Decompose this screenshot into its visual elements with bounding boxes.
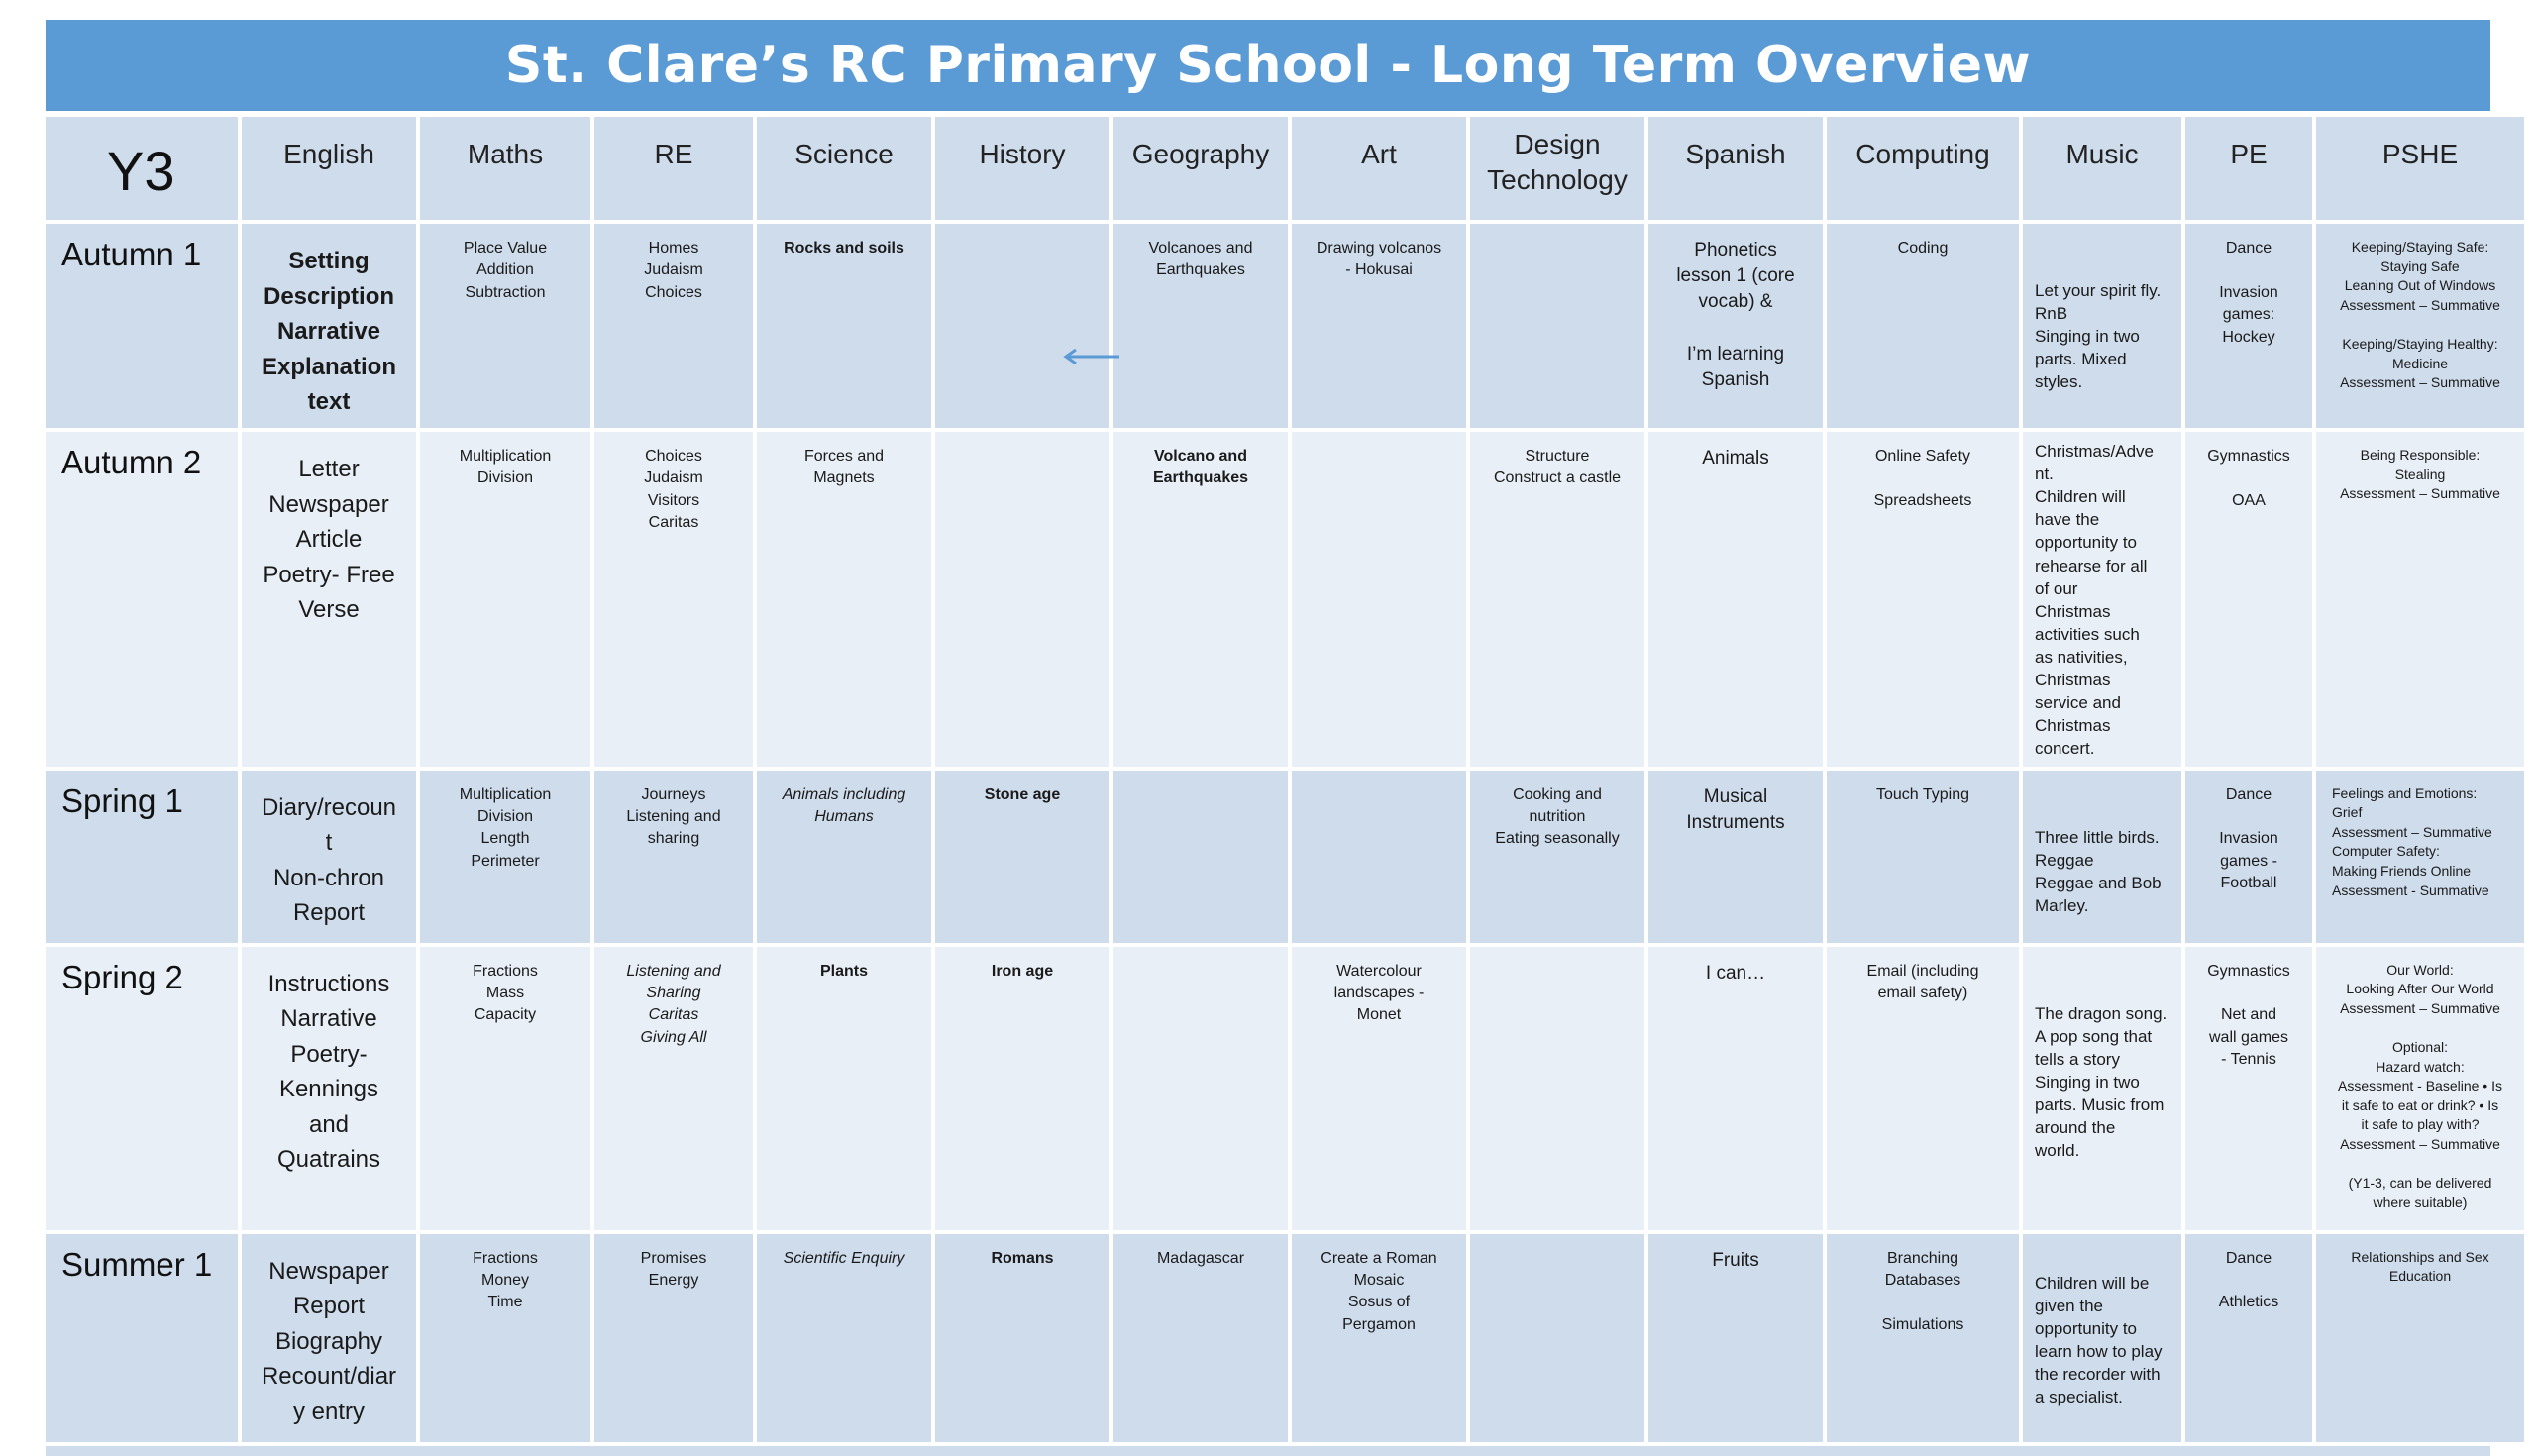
art-cell <box>1292 1234 1466 1442</box>
dt-cell <box>1470 1234 1644 1442</box>
pshe-cell <box>2316 771 2524 943</box>
computing-cell <box>1827 224 2019 428</box>
pshe-text: Feelings and Emotions: Grief Assessment – Summative Computer Safety: Making Friends Online Assessment - Summative <box>2332 784 2492 898</box>
maths-cell <box>420 1234 590 1442</box>
computing-text: Email (including email safety) <box>1866 962 1979 1001</box>
english-cell <box>242 432 416 767</box>
spanish-text: I can… <box>1705 962 1766 984</box>
science-text: Plants <box>819 962 868 980</box>
term-label: Spring 2 <box>61 958 183 995</box>
geography-text: Volcano and Earthquakes <box>1152 448 1249 487</box>
spanish-cell <box>1648 224 1823 428</box>
science-cell <box>757 1234 931 1442</box>
table-bottom-edge <box>46 1446 2490 1456</box>
dt-cell <box>1470 432 1644 767</box>
science-text: Forces and Magnets <box>803 448 885 487</box>
term-label: Summer 1 <box>61 1245 213 1283</box>
dt-cell <box>1470 947 1644 1230</box>
pe-cell <box>2185 432 2312 767</box>
geography-cell <box>1113 947 1288 1230</box>
science-cell <box>757 432 931 767</box>
music-text: Let your spirit fly. RnB Singing in two parts. Mixed styles. <box>2035 281 2162 392</box>
music-cell <box>2023 1234 2181 1442</box>
subject-header-art <box>1292 117 1466 220</box>
geography-text: Volcanoes and Earthquakes <box>1148 240 1253 279</box>
spanish-cell <box>1648 771 1823 943</box>
maths-text: Multiplication Division Length Perimeter <box>459 785 552 870</box>
history-cell <box>935 1234 1110 1442</box>
history-text: Iron age <box>991 962 1054 980</box>
english-text: Newspaper Report Biography Recount/diar y entry <box>261 1257 397 1425</box>
computing-text: Coding <box>1897 240 1949 257</box>
english-text: Instructions Narrative Poetry- Kennings and Quatrains <box>267 970 390 1174</box>
subject-header-computing <box>1827 117 2019 220</box>
computing-text: Online Safety Spreadsheets <box>1873 448 1972 509</box>
page-title: St. Clare’s RC Primary School - Long Term Overview <box>46 20 2490 111</box>
subject-header-history <box>935 117 1110 220</box>
art-text <box>1292 771 1466 790</box>
science-cell <box>757 947 931 1230</box>
term-label: Spring 1 <box>61 781 183 819</box>
art-text <box>1292 432 1466 452</box>
spanish-text: Animals <box>1702 448 1769 468</box>
overview-table <box>42 113 2528 1446</box>
art-text: Drawing volcanos - Hokusai <box>1316 240 1442 279</box>
term-cell <box>46 224 238 428</box>
history-text: Stone age <box>984 785 1061 803</box>
term-row-spring-2 <box>46 947 2524 1230</box>
re-text: Promises Energy <box>640 1249 707 1289</box>
year-label: Y3 <box>107 140 175 202</box>
geography-text: Madagascar <box>1156 1249 1245 1267</box>
subject-label: RE <box>654 139 693 169</box>
spanish-cell <box>1648 947 1823 1230</box>
music-cell <box>2023 432 2181 767</box>
spanish-cell <box>1648 1234 1823 1442</box>
re-text: Journeys Listening and sharing <box>626 785 721 848</box>
history-cell <box>935 771 1110 943</box>
art-text: Create a Roman Mosaic Sosus of Pergamon <box>1321 1249 1437 1333</box>
subject-header-re <box>594 117 753 220</box>
maths-text: Fractions Mass Capacity <box>473 962 538 1024</box>
re-cell <box>594 224 753 428</box>
history-cell <box>935 947 1110 1230</box>
spanish-text: Musical Instruments <box>1686 785 1785 833</box>
english-text: Letter Newspaper Article Poetry- Free Verse <box>263 456 395 624</box>
history-text <box>935 432 1110 452</box>
subject-header-maths <box>420 117 590 220</box>
art-text: Watercolour landscapes - Monet <box>1333 962 1425 1024</box>
term-row-summer-1 <box>46 1234 2524 1442</box>
pe-text: Dance Athletics <box>2218 1249 2279 1311</box>
music-cell <box>2023 771 2181 943</box>
subject-header-pshe <box>2316 117 2524 220</box>
computing-cell <box>1827 1234 2019 1442</box>
art-cell <box>1292 224 1466 428</box>
subject-label: Maths <box>467 139 544 169</box>
geography-cell <box>1113 432 1288 767</box>
subject-label: Geography <box>1131 139 1270 169</box>
geography-text <box>1113 771 1288 790</box>
maths-text: Multiplication Division <box>459 448 552 487</box>
pshe-cell <box>2316 432 2524 767</box>
left-arrow-icon <box>1062 349 1119 364</box>
music-text: The dragon song. A pop song that tells a story Singing in two parts. Music from around the world. <box>2035 1003 2167 1161</box>
spanish-text: Phonetics lesson 1 (core vocab) & I’m learning Spanish <box>1676 240 1795 391</box>
spanish-text: Fruits <box>1712 1249 1759 1271</box>
geography-text <box>1113 947 1288 967</box>
dt-cell <box>1470 771 1644 943</box>
music-text: Children will be given the opportunity to learn how to play the recorder with a specialist. <box>2035 1273 2163 1407</box>
pshe-cell <box>2316 947 2524 1230</box>
science-text: Animals including Humans <box>782 785 906 825</box>
english-cell <box>242 224 416 428</box>
subject-label: Science <box>794 139 894 169</box>
computing-cell <box>1827 947 2019 1230</box>
subject-label: PSHE <box>2381 139 2459 169</box>
pshe-cell <box>2316 224 2524 428</box>
spanish-cell <box>1648 432 1823 767</box>
year-cell <box>46 117 238 220</box>
re-cell <box>594 771 753 943</box>
english-cell <box>242 771 416 943</box>
re-text: Listening and Sharing Caritas Giving All <box>626 962 721 1046</box>
computing-cell <box>1827 432 2019 767</box>
maths-cell <box>420 432 590 767</box>
music-cell <box>2023 224 2181 428</box>
english-text: Diary/recoun t Non-chron Report <box>261 793 397 927</box>
history-cell <box>935 224 1110 428</box>
pshe-cell <box>2316 1234 2524 1442</box>
computing-text: Branching Databases Simulations <box>1881 1249 1964 1333</box>
subject-label: History <box>979 139 1066 169</box>
dt-text <box>1470 947 1644 967</box>
subject-label: PE <box>2230 139 2268 169</box>
maths-cell <box>420 947 590 1230</box>
maths-cell <box>420 224 590 428</box>
term-cell <box>46 1234 238 1442</box>
re-cell <box>594 432 753 767</box>
dt-text <box>1470 1234 1644 1254</box>
term-label: Autumn 1 <box>61 236 202 272</box>
subject-header-geography <box>1113 117 1288 220</box>
pshe-text: Relationships and Sex Education <box>2351 1248 2489 1285</box>
science-text: Scientific Enquiry <box>783 1249 905 1267</box>
subject-label: Art <box>1361 139 1397 169</box>
science-cell <box>757 771 931 943</box>
subject-label: Music <box>2065 139 2139 169</box>
science-cell <box>757 224 931 428</box>
long-term-overview-sheet <box>46 20 2502 1456</box>
pshe-text: Our World: Looking After Our World Assessment – Summative Optional: Hazard watch: Assessment - Baseline • Is it safe to eat or drink? • Is it safe to play with? Assessment – Summative (Y1-3, can be delivered where suitable) <box>2338 961 2502 1210</box>
pe-cell <box>2185 224 2312 428</box>
subject-label: English <box>283 139 374 169</box>
subject-header-row <box>46 117 2524 220</box>
term-cell <box>46 771 238 943</box>
music-text: Three little birds. Reggae Reggae and Bob Marley. <box>2035 827 2162 915</box>
pe-text: Dance Invasion games - Football <box>2219 785 2278 892</box>
maths-cell <box>420 771 590 943</box>
pe-cell <box>2185 771 2312 943</box>
maths-text: Place Value Addition Subtraction <box>463 240 548 301</box>
computing-text: Touch Typing <box>1876 785 1969 803</box>
art-cell <box>1292 771 1466 943</box>
term-cell <box>46 432 238 767</box>
subject-label: Design Technology <box>1487 129 1628 195</box>
subject-header-science <box>757 117 931 220</box>
re-text: Homes Judaism Choices <box>644 240 703 301</box>
english-cell <box>242 1234 416 1442</box>
pe-text: Dance Invasion games: Hockey <box>2219 240 2278 346</box>
subject-header-pe <box>2185 117 2312 220</box>
subject-header-spanish <box>1648 117 1823 220</box>
music-cell <box>2023 947 2181 1230</box>
subject-header-music <box>2023 117 2181 220</box>
geography-cell <box>1113 771 1288 943</box>
computing-cell <box>1827 771 2019 943</box>
art-cell <box>1292 432 1466 767</box>
geography-cell <box>1113 224 1288 428</box>
term-row-spring-1 <box>46 771 2524 943</box>
dt-text: Structure Construct a castle <box>1493 448 1622 487</box>
dt-text <box>1470 224 1644 244</box>
dt-cell <box>1470 224 1644 428</box>
re-cell <box>594 947 753 1230</box>
term-row-autumn-2 <box>46 432 2524 767</box>
term-label: Autumn 2 <box>61 444 202 480</box>
dt-text: Cooking and nutrition Eating seasonally <box>1495 785 1620 848</box>
term-row-autumn-1 <box>46 224 2524 428</box>
pe-cell <box>2185 947 2312 1230</box>
subject-label: Spanish <box>1685 139 1786 169</box>
subject-header-design-technology <box>1470 117 1644 220</box>
pe-text: Gymnastics OAA <box>2207 448 2290 509</box>
maths-text: Fractions Money Time <box>473 1249 538 1311</box>
geography-cell <box>1113 1234 1288 1442</box>
pe-cell <box>2185 1234 2312 1442</box>
subject-label: Computing <box>1855 139 1990 169</box>
science-text: Rocks and soils <box>784 240 904 257</box>
subject-header-english <box>242 117 416 220</box>
pshe-text: Keeping/Staying Safe: Staying Safe Leaning Out of Windows Assessment – Summative Keeping/Staying Healthy: Medicine Assessment – Summative <box>2340 239 2500 391</box>
re-cell <box>594 1234 753 1442</box>
history-cell <box>935 432 1110 767</box>
pshe-text: Being Responsible: Stealing Assessment – Summative <box>2340 447 2500 502</box>
re-text: Choices Judaism Visitors Caritas <box>644 448 703 532</box>
music-text: Christmas/Adve nt. Children will have the opportunity to rehearse for all of our Christmas activities such as nativities, Christmas service and Christmas concert. <box>2035 442 2154 759</box>
term-cell <box>46 947 238 1230</box>
history-text: Romans <box>991 1249 1054 1267</box>
english-text: Setting Description Narrative Explanation text <box>261 248 397 416</box>
pe-text: Gymnastics Net and wall games - Tennis <box>2207 962 2290 1069</box>
english-cell <box>242 947 416 1230</box>
art-cell <box>1292 947 1466 1230</box>
